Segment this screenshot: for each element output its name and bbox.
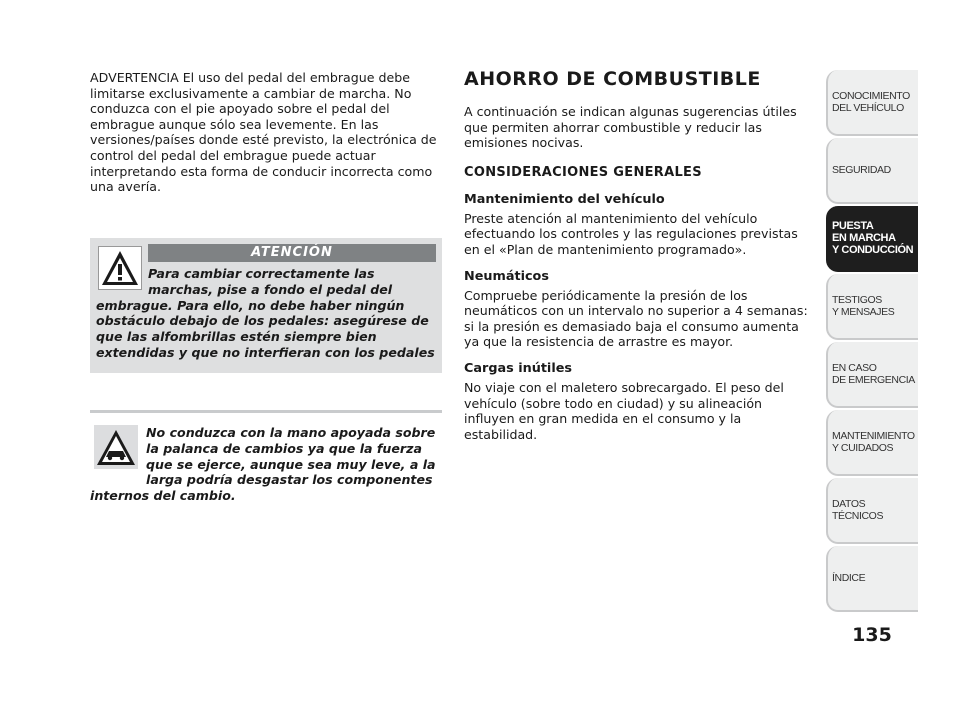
subsection-text: No viaje con el maletero sobrecargado. El peso del vehículo (sobre todo en ciudad) y su alineación influyen en gran medida en el consumo y la estabilidad. bbox=[464, 379, 784, 442]
page-number: 135 bbox=[852, 624, 892, 646]
clutch-warning-text: ADVERTENCIA El uso del pedal del embrague debe limitarse exclusivamente a cambiar de marcha. No conduzca con el pie apoyado sobre el pedal del embrague aunque sólo sea levemente. En las versiones/países donde esté previsto, la electrónica de control del pedal del embrague puede actuar interpretando esta forma de conducir incorrecta como una avería. bbox=[90, 70, 437, 195]
tab-mantenimiento[interactable] bbox=[826, 410, 918, 476]
tab-emergencia[interactable] bbox=[826, 342, 918, 408]
tab-label: MANTENIMIENTO Y CUIDADOS bbox=[832, 430, 915, 454]
subsection-text: Compruebe periódicamente la presión de los neumáticos con un intervalo no superior a 4 semanas: si la presión es demasiado baja el consumo aumenta ya que la resistencia de arrastre es mayor. bbox=[464, 287, 808, 350]
tab-testigos[interactable] bbox=[826, 274, 918, 340]
tab-label: CONOCIMIENTO DEL VEHÍCULO bbox=[832, 90, 910, 114]
tab-label: EN CASO DE EMERGENCIA bbox=[832, 362, 915, 386]
atencion-label: ATENCIÓN bbox=[148, 244, 436, 262]
tab-seguridad[interactable] bbox=[826, 138, 918, 204]
right-column bbox=[464, 68, 809, 453]
tab-label: ÍNDICE bbox=[832, 572, 866, 584]
chapter-tabs bbox=[826, 70, 918, 614]
tab-label: DATOS TÉCNICOS bbox=[832, 498, 884, 522]
subsection-text: Preste atención al mantenimiento del vehículo efectuando los controles y las regulaciones previstas en el «Plan de mantenimiento programado». bbox=[464, 210, 798, 257]
tab-label: TESTIGOS Y MENSAJES bbox=[832, 294, 895, 318]
tab-conocimiento[interactable] bbox=[826, 70, 918, 136]
car-note-box bbox=[90, 410, 442, 513]
subsection-title: Cargas inútiles bbox=[464, 360, 572, 376]
page-title: AHORRO DE COMBUSTIBLE bbox=[464, 68, 761, 90]
intro-text: A continuación se indican algunas sugerencias útiles que permiten ahorrar combustible y reducir las emisiones nocivas. bbox=[464, 104, 797, 151]
tab-label: SEGURIDAD bbox=[832, 164, 891, 176]
car-note-text: No conduzca con la mano apoyada sobre la palanca de cambios ya que la fuerza que se ejerce, aunque sea muy leve, a la larga podría desgastar los componentes internos del cambio. bbox=[90, 425, 436, 504]
subsection-title: Neumáticos bbox=[464, 268, 549, 284]
tab-puesta-en-marcha[interactable] bbox=[826, 206, 918, 272]
atencion-text: Para cambiar correctamente las marchas, pise a fondo el pedal del embrague. Para ello, no debe haber ningún obstáculo debajo de los pedales: asegúrese de que las alfombrillas estén siempre bien extendidas y que no interfieran con los pedales bbox=[96, 266, 435, 360]
left-column bbox=[90, 70, 442, 195]
tab-indice[interactable] bbox=[826, 546, 918, 612]
tab-datos-tecnicos[interactable] bbox=[826, 478, 918, 544]
subsection-title: Mantenimiento del vehículo bbox=[464, 191, 665, 207]
atencion-box bbox=[90, 238, 442, 373]
tab-label: PUESTA EN MARCHA Y CONDUCCIÓN bbox=[832, 220, 914, 256]
section-title: CONSIDERACIONES GENERALES bbox=[464, 164, 702, 180]
